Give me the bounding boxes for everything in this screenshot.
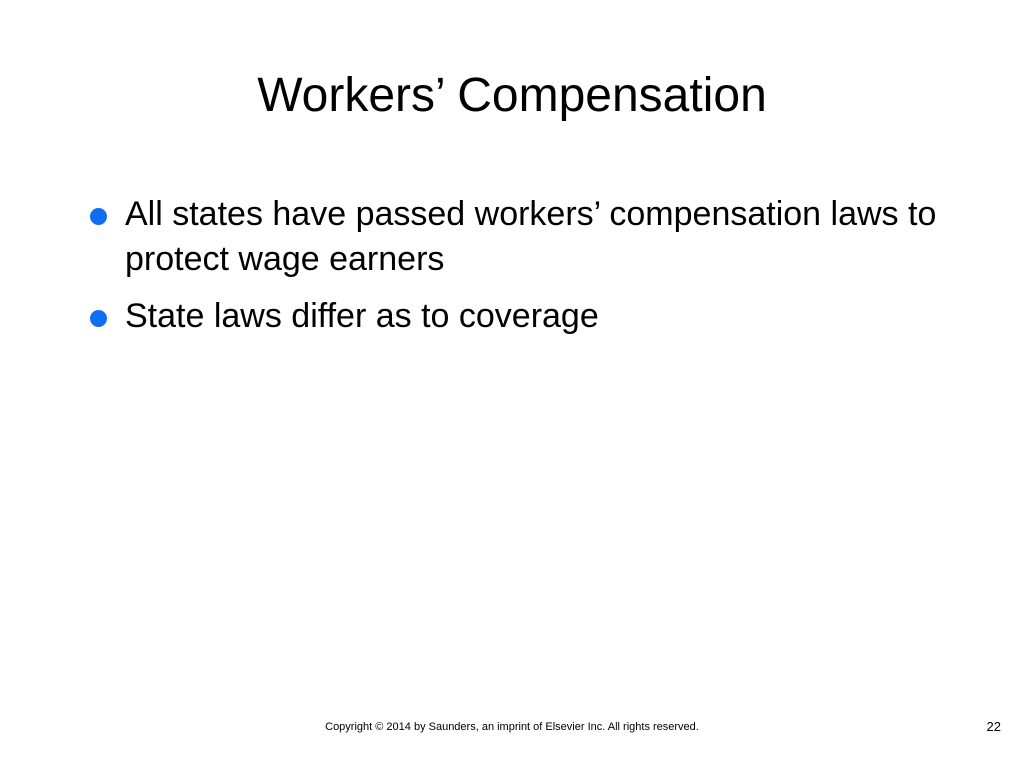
bullet-text: All states have passed workers’ compensation laws to protect wage earners [125, 195, 937, 278]
bullet-text: State laws differ as to coverage [125, 297, 599, 335]
bullet-icon [90, 310, 107, 327]
slide-title: Workers’ Compensation [257, 69, 767, 122]
bullet-icon [90, 208, 107, 225]
page-number: 22 [986, 719, 1001, 734]
bullet-item [88, 294, 948, 339]
copyright-notice: Copyright © 2014 by Saunders, an imprint of Elsevier Inc. All rights reserved. [325, 721, 699, 733]
bullet-list [88, 192, 948, 351]
bullet-item [88, 192, 948, 282]
